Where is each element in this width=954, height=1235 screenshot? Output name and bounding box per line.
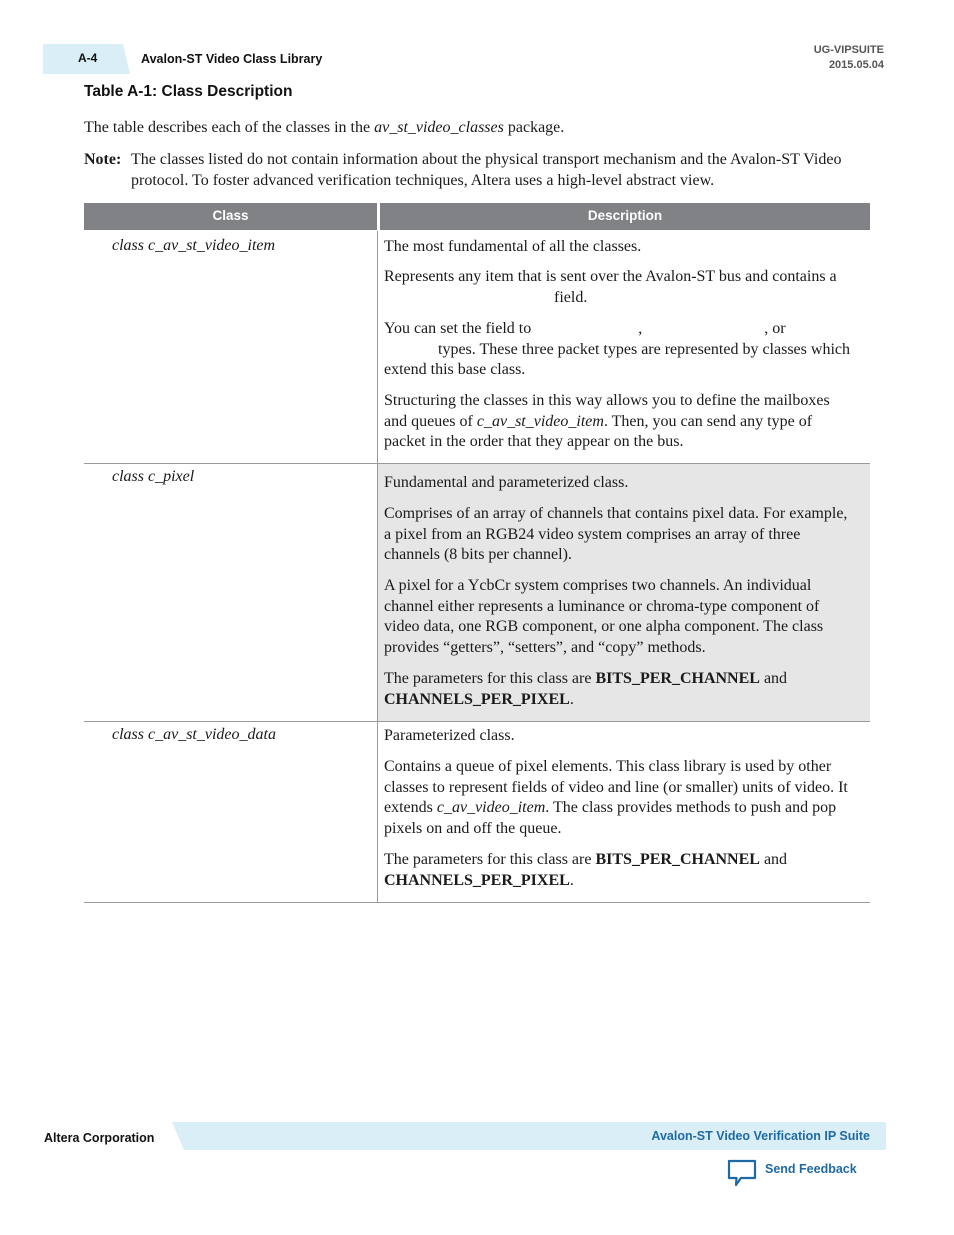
paragraph-text: You can set the field to <box>384 320 532 337</box>
intro-text-before: The table describes each of the classes in the <box>84 119 375 136</box>
paragraph-text: . The class provides methods to push and pop pixels on and off the queue. <box>384 799 837 837</box>
paragraph-text: Represents any item that is sent over the Avalon-ST bus and contains a <box>384 268 837 285</box>
description-paragraph <box>384 267 854 308</box>
paragraph-text: . <box>569 871 574 889</box>
paragraph-text: Contains a queue of pixel elements. This class library is used by other classes to represent fields of video and line (or smaller) units of video. It extends <box>384 758 848 817</box>
paragraph-italic: c_av_video_item <box>436 799 546 817</box>
company-name: Altera Corporation <box>44 1131 155 1145</box>
description-paragraph <box>384 319 854 381</box>
note-label: Note: <box>84 151 122 168</box>
description-paragraph <box>384 850 854 891</box>
description-paragraph: Parameterized class. <box>384 727 515 744</box>
class-cell <box>84 231 378 463</box>
speech-bubble-icon[interactable] <box>727 1159 757 1187</box>
table-row <box>84 722 870 903</box>
description-cell <box>378 464 870 721</box>
paragraph-text: types. These three packet types are represented by classes which extend this base class. <box>384 340 850 379</box>
column-header-class: Class <box>84 203 377 230</box>
description-paragraph: Comprises of an array of channels that contains pixel data. For example, a pixel from an RGB24 video system comprises an array of three channels (8 bits per channel). <box>384 505 848 564</box>
intro-text-after: package. <box>503 119 565 136</box>
paragraph-text: field. <box>554 288 588 306</box>
class-cell <box>84 722 378 902</box>
param-bits-per-channel: BITS_PER_CHANNEL <box>595 670 760 687</box>
paragraph-text: . Then, you can send any type of packet in the order that they appear on the bus. <box>384 412 813 451</box>
description-cell <box>378 722 870 902</box>
suite-title: Avalon-ST Video Verification IP Suite <box>651 1129 870 1143</box>
description-cell <box>378 231 870 463</box>
param-channels-per-pixel: CHANNELS_PER_PIXEL <box>384 871 570 889</box>
description-paragraph <box>384 669 854 710</box>
paragraph-text: . <box>569 690 574 708</box>
paragraph-text: The parameters for this class are <box>384 670 596 687</box>
table-row <box>84 231 870 464</box>
page-number: A-4 <box>78 51 98 65</box>
class-name: class c_pixel <box>112 468 195 485</box>
description-paragraph <box>384 757 854 839</box>
paragraph-text: and <box>759 670 788 687</box>
paragraph-text: , or <box>764 320 786 337</box>
doc-date: 2015.05.04 <box>828 59 884 71</box>
param-channels-per-pixel: CHANNELS_PER_PIXEL <box>384 690 570 708</box>
description-paragraph <box>384 391 854 453</box>
param-bits-per-channel: BITS_PER_CHANNEL <box>595 851 760 868</box>
paragraph-text: and <box>759 851 788 868</box>
doc-info <box>814 43 884 73</box>
intro-paragraph <box>84 119 564 137</box>
description-paragraph: Fundamental and parameterized class. <box>384 474 629 491</box>
table-caption: Table A-1: Class Description <box>84 83 293 100</box>
class-cell <box>84 464 378 721</box>
paragraph-text: The parameters for this class are <box>384 851 596 868</box>
class-name: class c_av_st_video_data <box>112 726 276 743</box>
paragraph-text: Structuring the classes in this way allows you to define the mailboxes and queues of <box>384 392 830 430</box>
description-paragraph: A pixel for a YcbCr system comprises two channels. An individual channel either represents a luminance or chroma-type component of video data, one RGB component, or one alpha component. The class provides “getters”, “setters”, and “copy” methods. <box>384 577 824 656</box>
send-feedback-link[interactable]: Send Feedback <box>765 1162 857 1176</box>
column-header-description: Description <box>380 203 870 230</box>
section-title: Avalon-ST Video Class Library <box>141 52 323 66</box>
intro-package-name: av_st_video_classes <box>374 119 504 136</box>
table-row <box>84 464 870 722</box>
doc-id: UG-VIPSUITE <box>813 44 884 56</box>
paragraph-text: , <box>638 320 643 337</box>
paragraph-italic: c_av_st_video_item <box>476 412 604 430</box>
description-paragraph: The most fundamental of all the classes. <box>384 238 642 255</box>
note-text: The classes listed do not contain information about the physical transport mechanism and the Avalon-ST Video protocol. To foster advanced verification techniques, Altera uses a high-level abstract view. <box>131 151 842 189</box>
class-name: class c_av_st_video_item <box>112 237 276 254</box>
